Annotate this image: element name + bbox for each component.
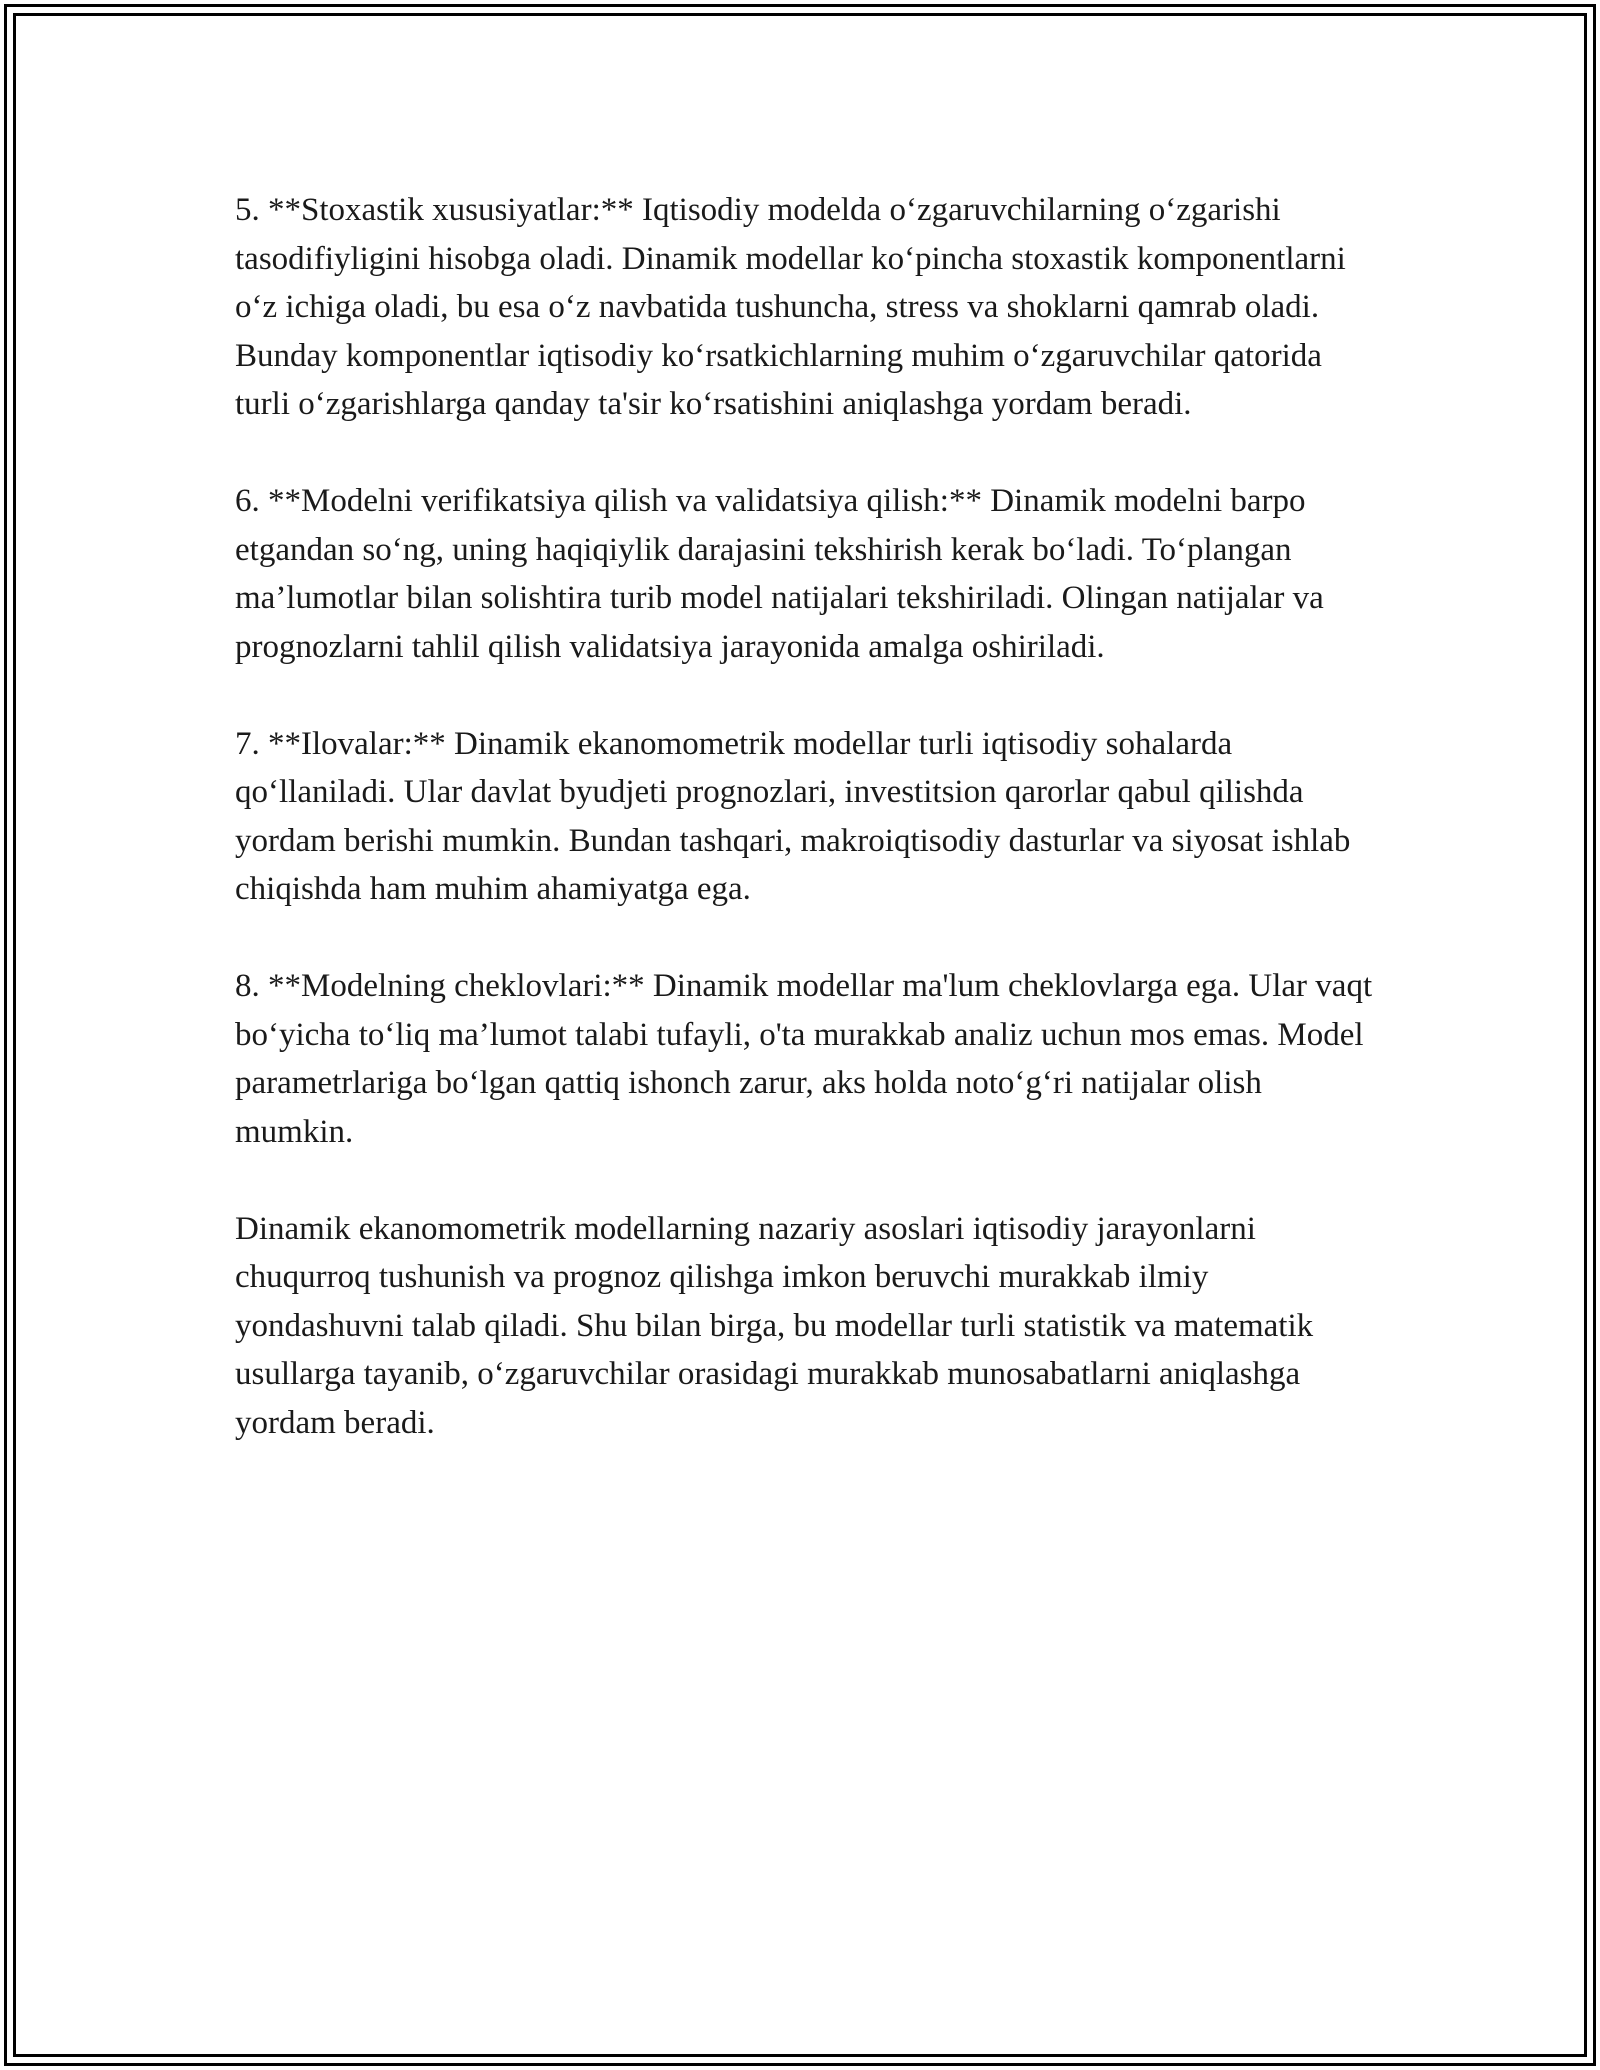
paragraph-conclusion: Dinamik ekanomometrik modellarning nazariy asoslari iqtisodiy jarayonlarni chuqurroq tushunish va prognoz qilishga imkon beruvchi murakkab ilmiy yondashuvni talab qiladi. Shu bilan birga, bu modellar turli statistik va matematik usullarga tayanib, o‘zgaruvchilar orasidagi murakkab munosabatlarni aniqlashga yordam beradi. — [235, 1210, 1314, 1441]
paragraph-model-verification: 6. **Modelni verifikatsiya qilish va validatsiya qilish:** Dinamik modelni barpo etgandan so‘ng, uning haqiqiylik darajasini tekshirish kerak bo‘ladi. To‘plangan ma’lumotlar bilan solishtira turib model natijalari tekshiriladi. Olingan natijalar va prognozlarni tahlil qilish validatsiya jarayonida amalga oshiriladi. — [235, 483, 1324, 665]
paragraph-applications: 7. **Ilovalar:** Dinamik ekanomometrik modellar turli iqtisodiy sohalarda qo‘llaniladi. Ular davlat byudjeti prognozlari, investitsion qarorlar qabul qilishda yordam berishi mumkin. Bundan tashqari, makroiqtisodiy dasturlar va siyosat ishlab chiqishda ham muhim ahamiyatga ega. — [235, 725, 1351, 907]
document-body — [235, 186, 1375, 1447]
paragraph-model-limitations: 8. **Modelning cheklovlari:** Dinamik modellar ma'lum cheklovlarga ega. Ular vaqt bo‘yicha to‘liq ma’lumot talabi tufayli, o'ta murakkab analiz uchun mos emas. Model parametrlariga bo‘lgan qattiq ishonch zarur, aks holda noto‘g‘ri natijalar olish mumkin. — [235, 968, 1373, 1150]
paragraph-stochastic-properties: 5. **Stoxastik xususiyatlar:** Iqtisodiy modelda o‘zgaruvchilarning o‘zgarishi tasodifiyligini hisobga oladi. Dinamik modellar ko‘pincha stoxastik komponentlarni o‘z ichiga oladi, bu esa o‘z navbatida tushuncha, stress va shoklarni qamrab oladi. Bunday komponentlar iqtisodiy ko‘rsatkichlarning muhim o‘zgaruvchilar qatorida turli o‘zgarishlarga qanday ta'sir ko‘rsatishini aniqlashga yordam beradi. — [235, 192, 1346, 422]
